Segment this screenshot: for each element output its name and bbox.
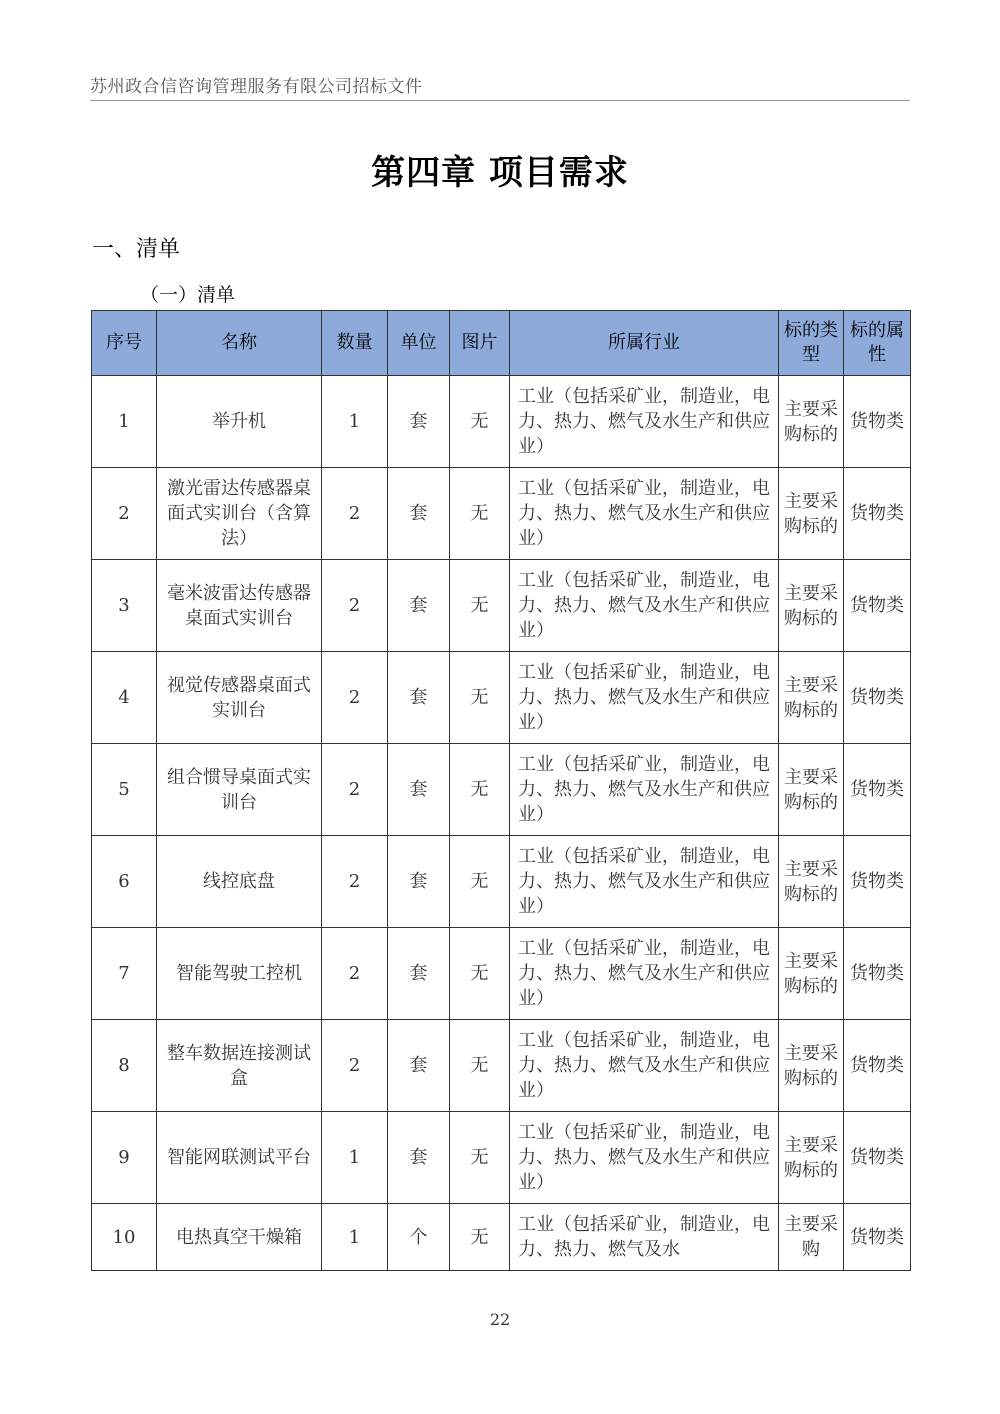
row-number-cell: 5 — [92, 744, 157, 836]
item-name-cell: 举升机 — [157, 376, 322, 468]
target-attribute-cell: 货物类 — [844, 1020, 911, 1112]
industry-cell: 工业（包括采矿业，制造业，电力、热力、燃气及水生产和供应业） — [510, 468, 779, 560]
sub-heading: （一）清单 — [140, 284, 236, 306]
table-row — [92, 1112, 911, 1204]
target-type-cell: 主要采购标的 — [779, 744, 844, 836]
section-heading: 一、清单 — [92, 237, 181, 262]
target-type-cell: 主要采购标的 — [779, 468, 844, 560]
industry-cell: 工业（包括采矿业，制造业，电力、热力、燃气及水生产和供应业） — [510, 744, 779, 836]
table-row — [92, 1020, 911, 1112]
industry-cell: 工业（包括采矿业，制造业，电力、热力、燃气及水生产和供应业） — [510, 652, 779, 744]
table-row — [92, 376, 911, 468]
quantity-cell: 2 — [322, 836, 388, 928]
page-number: 22 — [489, 1310, 511, 1329]
table-row — [92, 560, 911, 652]
unit-cell: 套 — [388, 560, 450, 652]
column-header: 单位 — [388, 311, 450, 376]
table-body — [92, 376, 911, 1271]
quantity-cell: 1 — [322, 376, 388, 468]
item-name-cell: 激光雷达传感器桌面式实训台（含算法） — [157, 468, 322, 560]
quantity-cell: 2 — [322, 744, 388, 836]
target-attribute-cell: 货物类 — [844, 744, 911, 836]
industry-cell: 工业（包括采矿业，制造业，电力、热力、燃气及水 — [510, 1204, 779, 1271]
target-type-cell: 主要采购标的 — [779, 1112, 844, 1204]
quantity-cell: 1 — [322, 1204, 388, 1271]
column-header: 名称 — [157, 311, 322, 376]
image-cell: 无 — [450, 376, 510, 468]
target-attribute-cell: 货物类 — [844, 468, 911, 560]
industry-cell: 工业（包括采矿业，制造业，电力、热力、燃气及水生产和供应业） — [510, 1112, 779, 1204]
row-number-cell: 3 — [92, 560, 157, 652]
quantity-cell: 2 — [322, 928, 388, 1020]
image-cell: 无 — [450, 468, 510, 560]
row-number-cell: 6 — [92, 836, 157, 928]
image-cell: 无 — [450, 1020, 510, 1112]
unit-cell: 套 — [388, 744, 450, 836]
row-number-cell: 7 — [92, 928, 157, 1020]
target-type-cell: 主要采购标的 — [779, 560, 844, 652]
item-name-cell: 组合惯导桌面式实训台 — [157, 744, 322, 836]
target-attribute-cell: 货物类 — [844, 836, 911, 928]
row-number-cell: 1 — [92, 376, 157, 468]
row-number-cell: 4 — [92, 652, 157, 744]
table-row — [92, 744, 911, 836]
quantity-cell: 1 — [322, 1112, 388, 1204]
table-row — [92, 928, 911, 1020]
target-attribute-cell: 货物类 — [844, 1204, 911, 1271]
document-header: 苏州政合信咨询管理服务有限公司招标文件 — [90, 72, 910, 101]
image-cell: 无 — [450, 744, 510, 836]
row-number-cell: 8 — [92, 1020, 157, 1112]
item-name-cell: 毫米波雷达传感器桌面式实训台 — [157, 560, 322, 652]
table-row — [92, 468, 911, 560]
target-type-cell: 主要采购标的 — [779, 652, 844, 744]
item-name-cell: 视觉传感器桌面式实训台 — [157, 652, 322, 744]
unit-cell: 套 — [388, 928, 450, 1020]
item-name-cell: 电热真空干燥箱 — [157, 1204, 322, 1271]
industry-cell: 工业（包括采矿业，制造业，电力、热力、燃气及水生产和供应业） — [510, 376, 779, 468]
target-attribute-cell: 货物类 — [844, 560, 911, 652]
quantity-cell: 2 — [322, 1020, 388, 1112]
column-header: 序号 — [92, 311, 157, 376]
image-cell: 无 — [450, 1112, 510, 1204]
column-header: 数量 — [322, 311, 388, 376]
unit-cell: 套 — [388, 376, 450, 468]
quantity-cell: 2 — [322, 560, 388, 652]
item-name-cell: 智能驾驶工控机 — [157, 928, 322, 1020]
chapter-title: 第四章 项目需求 — [371, 153, 629, 193]
unit-cell: 套 — [388, 836, 450, 928]
table-row — [92, 652, 911, 744]
unit-cell: 套 — [388, 1020, 450, 1112]
target-attribute-cell: 货物类 — [844, 652, 911, 744]
requirements-table — [91, 310, 911, 1271]
column-header: 标的类型 — [779, 311, 844, 376]
image-cell: 无 — [450, 928, 510, 1020]
unit-cell: 套 — [388, 468, 450, 560]
image-cell: 无 — [450, 560, 510, 652]
item-name-cell: 智能网联测试平台 — [157, 1112, 322, 1204]
column-header: 标的属性 — [844, 311, 911, 376]
image-cell: 无 — [450, 1204, 510, 1271]
industry-cell: 工业（包括采矿业，制造业，电力、热力、燃气及水生产和供应业） — [510, 928, 779, 1020]
target-attribute-cell: 货物类 — [844, 928, 911, 1020]
unit-cell: 套 — [388, 652, 450, 744]
target-attribute-cell: 货物类 — [844, 1112, 911, 1204]
row-number-cell: 2 — [92, 468, 157, 560]
image-cell: 无 — [450, 652, 510, 744]
row-number-cell: 10 — [92, 1204, 157, 1271]
target-type-cell: 主要采购标的 — [779, 836, 844, 928]
column-header: 图片 — [450, 311, 510, 376]
quantity-cell: 2 — [322, 468, 388, 560]
image-cell: 无 — [450, 836, 510, 928]
target-type-cell: 主要采购标的 — [779, 376, 844, 468]
item-name-cell: 整车数据连接测试盒 — [157, 1020, 322, 1112]
target-attribute-cell: 货物类 — [844, 376, 911, 468]
item-name-cell: 线控底盘 — [157, 836, 322, 928]
column-header: 所属行业 — [510, 311, 779, 376]
table-header-row — [92, 311, 911, 376]
industry-cell: 工业（包括采矿业，制造业，电力、热力、燃气及水生产和供应业） — [510, 560, 779, 652]
target-type-cell: 主要采购标的 — [779, 1020, 844, 1112]
table-row — [92, 1204, 911, 1271]
industry-cell: 工业（包括采矿业，制造业，电力、热力、燃气及水生产和供应业） — [510, 1020, 779, 1112]
table-row — [92, 836, 911, 928]
industry-cell: 工业（包括采矿业，制造业，电力、热力、燃气及水生产和供应业） — [510, 836, 779, 928]
target-type-cell: 主要采购标的 — [779, 928, 844, 1020]
row-number-cell: 9 — [92, 1112, 157, 1204]
quantity-cell: 2 — [322, 652, 388, 744]
unit-cell: 套 — [388, 1112, 450, 1204]
target-type-cell: 主要采购 — [779, 1204, 844, 1271]
unit-cell: 个 — [388, 1204, 450, 1271]
